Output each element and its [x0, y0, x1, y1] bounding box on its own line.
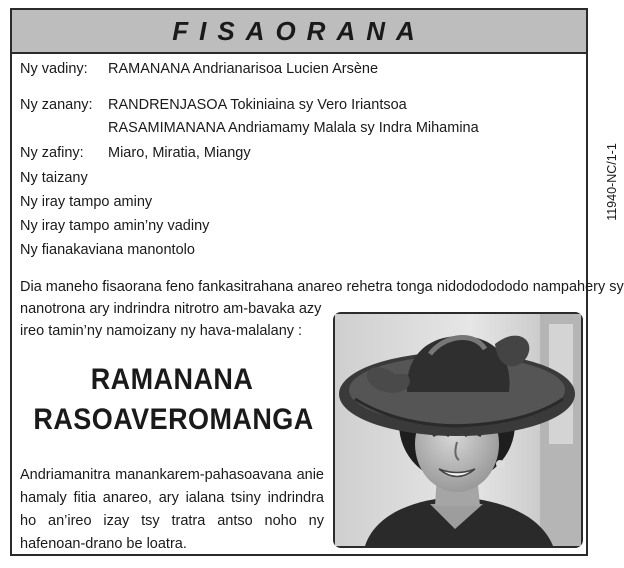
- family-label: Ny fianakaviana manontolo: [20, 242, 195, 258]
- family-label: Ny taizany: [20, 170, 88, 186]
- family-label: Ny zanany:: [20, 97, 93, 113]
- intro-line-2: nanotrona ary indrindra nitrotro am-bavaka azy: [20, 301, 322, 317]
- deceased-name-line-2: RASOAVEROMANGA: [33, 403, 314, 436]
- family-value: RAMANANA Andrianarisoa Lucien Arsène: [108, 61, 379, 77]
- family-value: Miaro, Miratia, Miangy: [108, 145, 251, 161]
- family-label: Ny iray tampo amin’ny vadiny: [20, 218, 210, 234]
- notice-title: FISAORANA: [172, 15, 426, 46]
- intro-line-3: ireo tamin’ny namoizany ny hava-malalany :: [20, 323, 303, 339]
- deceased-name-line-1: RAMANANA: [90, 363, 254, 396]
- family-value: RASAMIMANANA Andriamamy Malala sy Indra Mihamina: [108, 120, 479, 136]
- family-label: Ny vadiny:: [20, 61, 88, 77]
- prayer-text: Andriamanitra manankarem-pahasoavana anie hamaly fitia anareo, ary ialana tsiny indrindra ho an’ireo izay tsy tratra antso noho ny hafenoan-drano be loatra.: [20, 467, 324, 552]
- family-label: Ny iray tampo aminy: [20, 194, 153, 210]
- reference-code: 11940-NC/1-1: [604, 143, 619, 221]
- portrait-photo: [333, 312, 583, 548]
- family-value: RANDRENJASOA Tokiniaina sy Vero Iriantsoa: [108, 97, 407, 113]
- intro-line-1: Dia maneho fisaorana feno fankasitrahana anareo rehetra tonga nidododododo nampahery sy: [20, 279, 624, 295]
- family-label: Ny zafiny:: [20, 145, 84, 161]
- title-banner: [10, 8, 588, 54]
